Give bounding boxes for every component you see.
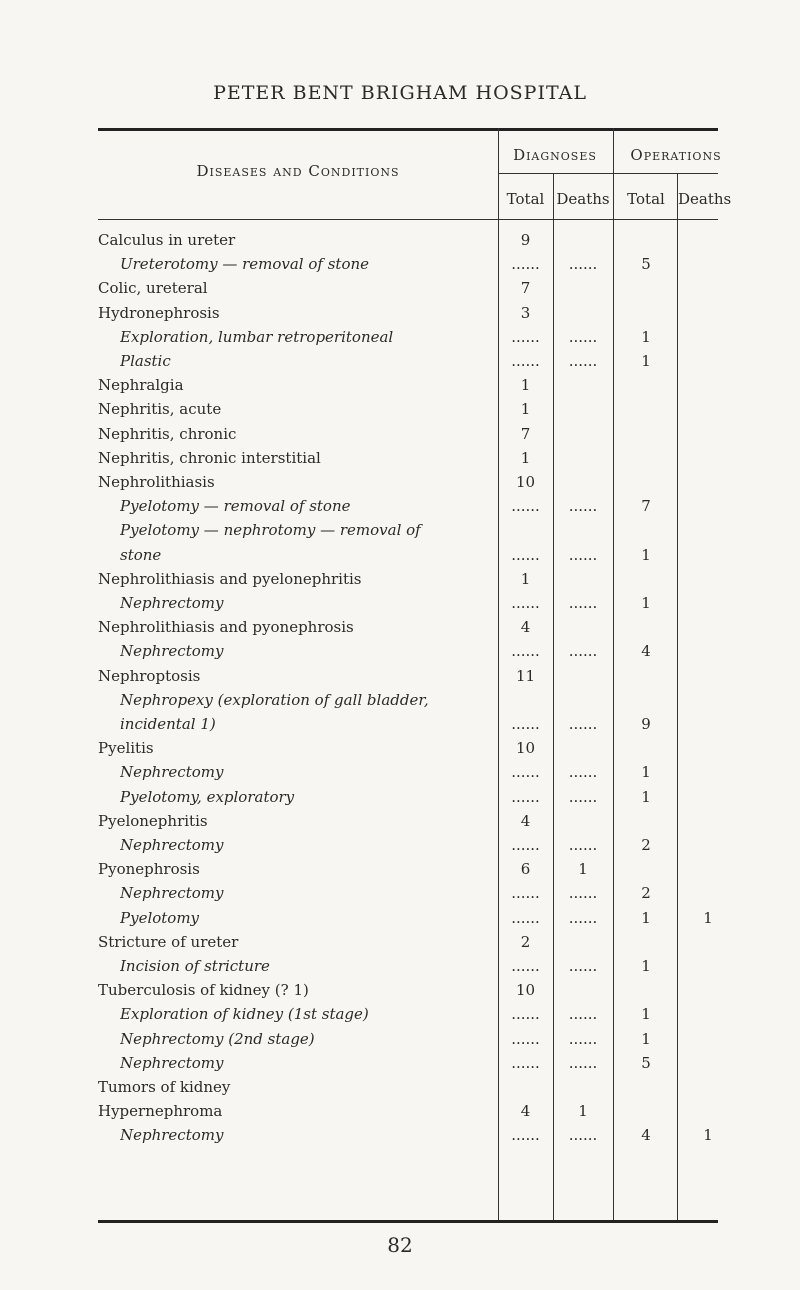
table-row: [98, 543, 718, 567]
diag-total-cell: 4: [520, 618, 531, 637]
row-label: Tumors of kidney: [98, 1075, 234, 1099]
diag-total-cell: 1: [520, 400, 531, 419]
diag-total-cell: ......: [511, 715, 540, 733]
op-total-cell: 2: [641, 884, 651, 903]
table-row: [98, 1002, 718, 1026]
row-label: Pyelotomy — nephrotomy — removal of: [120, 518, 425, 542]
row-label: Plastic: [120, 349, 175, 373]
row-label: Pyelotomy — removal of stone: [120, 494, 355, 518]
row-label: Exploration, lumbar retroperitoneal: [120, 325, 397, 349]
table-top-rule: [98, 128, 718, 131]
diag-deaths-cell: ......: [568, 957, 598, 975]
table-row: [98, 785, 718, 809]
diag-deaths-cell: ......: [568, 836, 598, 854]
table-row: [98, 228, 718, 252]
op-total-cell: 1: [641, 787, 651, 806]
table-row: [98, 1075, 718, 1099]
header-bottom-rule: [98, 219, 718, 220]
table-row: [98, 252, 718, 276]
table-row: [98, 1123, 718, 1147]
table-row: [98, 857, 718, 881]
row-label: Nephrectomy: [120, 639, 227, 663]
row-label: Pyelotomy: [120, 906, 203, 930]
op-total-cell: 2: [641, 836, 651, 854]
op-total-cell: 1: [641, 1029, 651, 1048]
row-label: Nephrectomy: [120, 881, 227, 905]
page-number: 82: [387, 1233, 413, 1257]
diag-deaths-cell: ......: [568, 1053, 598, 1072]
diag-total-cell: 1: [520, 448, 531, 467]
diag-total-cell: ......: [511, 545, 540, 564]
diag-total-cell: ......: [511, 836, 540, 854]
diag-deaths-cell: ......: [568, 787, 598, 806]
table-row: [98, 373, 718, 397]
row-label: Pyelotomy, exploratory: [120, 785, 298, 809]
table-row: [98, 276, 718, 300]
row-label: incidental 1): [120, 712, 220, 736]
diag-total-cell: 4: [520, 1102, 531, 1121]
diag-deaths-cell: ......: [568, 497, 598, 516]
op-total-cell: 7: [641, 497, 651, 516]
row-label: Nephrectomy: [120, 833, 227, 857]
diag-total-cell: 4: [520, 811, 531, 830]
diag-total-cell: ......: [511, 1005, 540, 1024]
row-label: Nephritis, chronic interstitial: [98, 446, 325, 470]
row-label: Nephrectomy (2nd stage): [120, 1027, 319, 1051]
diag-total-cell: ......: [511, 1029, 540, 1048]
table-row: [98, 325, 718, 349]
op-total-cell: 1: [641, 908, 651, 927]
diag-total-cell: ......: [511, 497, 540, 516]
row-label: Nephrectomy: [120, 1051, 227, 1075]
header-diagnoses: Diagnoses: [513, 146, 597, 164]
op-total-cell: 5: [641, 1053, 651, 1072]
table-row: [98, 833, 718, 857]
diag-total-cell: ......: [511, 957, 540, 975]
row-label: Nephrectomy: [120, 591, 227, 615]
row-label: Pyelonephritis: [98, 809, 212, 833]
header-op-deaths: Deaths: [678, 190, 732, 208]
diag-total-cell: ......: [511, 1053, 540, 1072]
row-label: stone: [120, 543, 165, 567]
diag-total-cell: 7: [520, 424, 531, 443]
table-row: [98, 930, 718, 954]
table-row: [98, 664, 718, 688]
table-row: [98, 1099, 718, 1123]
diag-total-cell: ......: [511, 1126, 540, 1145]
row-label: Pyonephrosis: [98, 857, 204, 881]
diag-total-cell: ......: [511, 327, 540, 346]
diag-total-cell: ......: [511, 763, 540, 782]
row-label: Nephritis, chronic: [98, 422, 240, 446]
row-label: Stricture of ureter: [98, 930, 242, 954]
table-row: [98, 760, 718, 784]
table-row: [98, 809, 718, 833]
diag-total-cell: 10: [515, 739, 536, 758]
diag-total-cell: ......: [511, 884, 540, 903]
diag-total-cell: ......: [511, 352, 540, 370]
header-subdivider: [498, 173, 718, 174]
row-label: Nephrolithiasis and pyonephrosis: [98, 615, 358, 639]
op-deaths-cell: 1: [703, 1126, 713, 1145]
row-label: Calculus in ureter: [98, 228, 239, 252]
table-row: [98, 422, 718, 446]
diag-deaths-cell: ......: [568, 763, 598, 782]
diag-total-cell: 6: [520, 860, 531, 879]
op-total-cell: 1: [641, 957, 651, 975]
row-label: Nephroptosis: [98, 664, 204, 688]
op-total-cell: 1: [641, 352, 651, 370]
row-label: Nephrolithiasis: [98, 470, 219, 494]
op-total-cell: 9: [641, 715, 651, 733]
table-row: [98, 301, 718, 325]
row-label: Nephrolithiasis and pyelonephritis: [98, 567, 366, 591]
row-label: Pyelitis: [98, 736, 158, 760]
diag-total-cell: 2: [520, 932, 531, 951]
table-row: [98, 954, 718, 978]
row-label: Ureterotomy — removal of stone: [120, 252, 373, 276]
row-label: Nephritis, acute: [98, 397, 225, 421]
diag-deaths-cell: 1: [578, 1102, 588, 1121]
diag-total-cell: ......: [511, 594, 540, 612]
table-row: [98, 736, 718, 760]
diag-total-cell: 1: [520, 569, 531, 588]
diag-deaths-cell: 1: [578, 860, 588, 879]
diag-deaths-cell: ......: [568, 642, 598, 661]
table-row: [98, 639, 718, 663]
table-row: [98, 591, 718, 615]
header-diseases-conditions: Diseases and Conditions: [196, 162, 400, 180]
diag-deaths-cell: ......: [568, 327, 598, 346]
row-label: Incision of stricture: [120, 954, 274, 978]
diag-total-cell: 7: [520, 279, 531, 298]
table-bottom-rule: [98, 1220, 718, 1223]
op-deaths-cell: 1: [703, 908, 713, 927]
diag-total-cell: 1: [520, 376, 531, 395]
diag-total-cell: 3: [520, 303, 531, 322]
table-row: [98, 518, 718, 542]
op-total-cell: 1: [641, 594, 651, 612]
table-row: [98, 712, 718, 736]
op-total-cell: 5: [641, 255, 651, 274]
diag-total-cell: 10: [515, 473, 536, 491]
table-row: [98, 397, 718, 421]
table-row: [98, 881, 718, 905]
diag-total-cell: 11: [515, 666, 536, 685]
page-header: PETER BENT BRIGHAM HOSPITAL: [213, 82, 587, 104]
diag-deaths-cell: ......: [568, 594, 598, 612]
table-row: [98, 688, 718, 712]
table-row: [98, 349, 718, 373]
row-label: Nephralgia: [98, 373, 188, 397]
op-total-cell: 1: [641, 545, 651, 564]
diag-total-cell: ......: [511, 787, 540, 806]
op-total-cell: 1: [641, 763, 651, 782]
diag-total-cell: 9: [520, 231, 531, 249]
row-label: Colic, ureteral: [98, 276, 212, 300]
table-row: [98, 978, 718, 1002]
row-label: Nephrectomy: [120, 760, 227, 784]
diag-total-cell: 10: [515, 981, 536, 1000]
diag-deaths-cell: ......: [568, 884, 598, 903]
table-row: [98, 446, 718, 470]
table-row: [98, 1027, 718, 1051]
table-row: [98, 1051, 718, 1075]
diag-deaths-cell: ......: [568, 255, 598, 274]
op-total-cell: 4: [641, 1126, 651, 1145]
header-operations: Operations: [630, 146, 722, 164]
diag-deaths-cell: ......: [568, 352, 598, 370]
diag-total-cell: ......: [511, 908, 540, 927]
diag-deaths-cell: ......: [568, 545, 598, 564]
row-label: Hypernephroma: [98, 1099, 226, 1123]
table-row: [98, 470, 718, 494]
header-diag-total: Total: [506, 190, 545, 208]
diag-total-cell: ......: [511, 642, 540, 661]
statistics-table: [98, 128, 732, 1224]
table-row: [98, 906, 718, 930]
row-label: Tuberculosis of kidney (? 1): [98, 978, 313, 1002]
op-total-cell: 4: [641, 642, 651, 661]
diag-deaths-cell: ......: [568, 1126, 598, 1145]
op-total-cell: 1: [641, 1005, 651, 1024]
row-label: Nephropexy (exploration of gall bladder,: [120, 688, 433, 712]
row-label: Hydronephrosis: [98, 301, 224, 325]
header-diag-deaths: Deaths: [556, 190, 610, 208]
table-row: [98, 615, 718, 639]
diag-total-cell: ......: [511, 255, 540, 274]
row-label: Exploration of kidney (1st stage): [120, 1002, 373, 1026]
diag-deaths-cell: ......: [568, 715, 598, 733]
row-label: Nephrectomy: [120, 1123, 227, 1147]
diag-deaths-cell: ......: [568, 1029, 598, 1048]
op-total-cell: 1: [641, 327, 651, 346]
table-row: [98, 567, 718, 591]
header-op-total: Total: [627, 190, 665, 208]
table-row: [98, 494, 718, 518]
diag-deaths-cell: ......: [568, 1005, 598, 1024]
diag-deaths-cell: ......: [568, 908, 598, 927]
